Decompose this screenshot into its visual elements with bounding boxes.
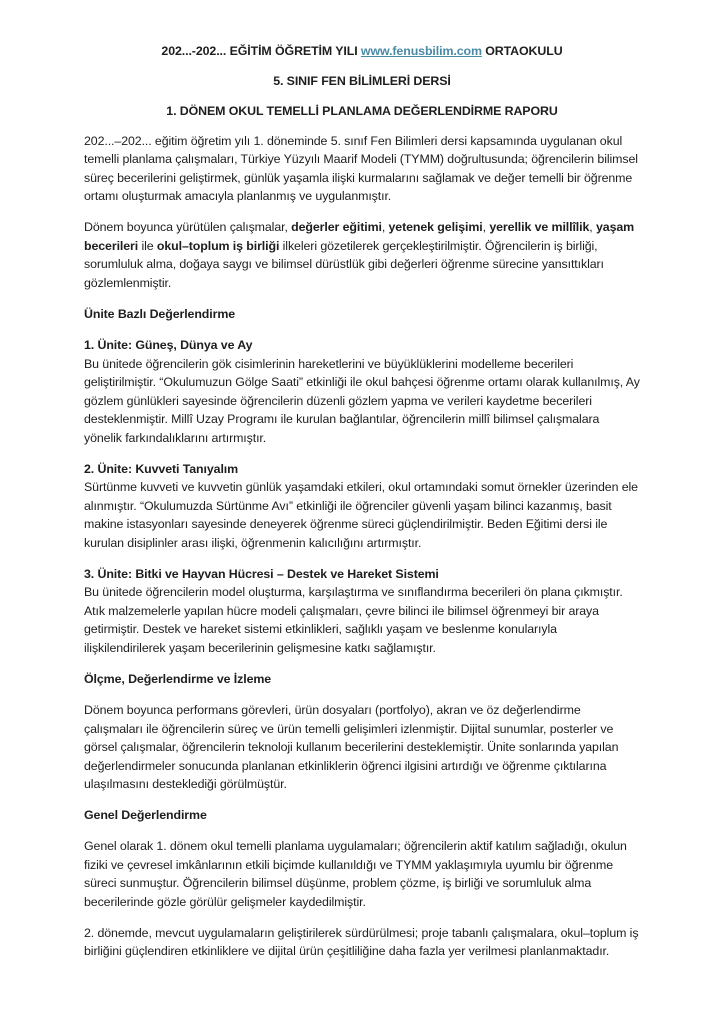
document-title-line-3: 1. DÖNEM OKUL TEMELLİ PLANLAMA DEĞERLENDİRME RAPORU: [166, 103, 558, 118]
unit-3-section: [84, 565, 640, 657]
title-line1-prefix: 202...-202... EĞİTİM ÖĞRETİM YILI: [161, 44, 361, 58]
fenusbilim-link[interactable]: www.fenusbilim.com: [360, 44, 482, 58]
document-title-line-2: 5. SINIF FEN BİLİMLERİ DERSİ: [273, 73, 451, 88]
unit-2-heading: 2. Ünite: Kuvveti Tanıyalım: [84, 461, 239, 476]
unit-2-section: [84, 460, 640, 552]
unit-3-heading: 3. Ünite: Bitki ve Hayvan Hücresi – Destek ve Hareket Sistemi: [84, 566, 439, 581]
assessment-paragraph: Dönem boyunca performans görevleri, ürün dosyaları (portfolyo), akran ve öz değerlendirme çalışmaları ile öğrencilerin süreç ve ürün temelli gelişimleri izlenmiştir. Dijital sunumlar, posterler ve görsel çalışmalar, öğrencilerin teknoloji kullanım becerilerini desteklemiştir. Ünite sonlarında yapılan değerlendirmeler sonucunda planlanan etkinliklerin öğrenci ilgisini artırdığı ve öğrenme çıktılarına ulaşılmasını desteklediği görülmüştür.: [84, 703, 619, 791]
general-heading: Genel Değerlendirme: [84, 807, 207, 822]
unit-3-body: Bu ünitede öğrencilerin model oluşturma, karşılaştırma ve sınıflandırma becerileri ön plana çıkmıştır. Atık malzemelerle yapılan hücre modeli çalışmaları, çevre bilinci ile bilimsel öğrenmeyi bir araya getirmiştir. Destek ve hareket sistemi etkinlikleri, sağlıklı yaşam ve beslenme konularıyla ilişkilendirilerek yaşam becerilerinin gelişmesine katkı sağlamıştır.: [84, 585, 623, 655]
intro-paragraph-1: 202...–202... eğitim öğretim yılı 1. döneminde 5. sınıf Fen Bilimleri dersi kapsamında uygulanan okul temelli planlama çalışmaları, Türkiye Yüzyılı Maarif Modeli (TYMM) doğrultusunda; öğrencilerin bilimsel süreç becerilerini geliştirmek, günlük yaşamla ilişki kurmalarını sağlamak ve değer temelli bir öğrenme ortamı oluşturmak amacıyla planlanmış ve uygulanmıştır.: [84, 133, 638, 204]
general-paragraph-1: Genel olarak 1. dönem okul temelli planlama uygulamaları; öğrencilerin aktif katılım sağladığı, okulun fiziki ve çevresel imkânlarının etkili biçimde kullanıldığı ve TYMM yaklaşımıyla uyumlu bir öğrenme süreci sunmuştur. Öğrencilerin bilimsel düşünme, problem çözme, iş birliği ve sorumluluk alma becerilerinde gözle görülür gelişmeler kaydedilmiştir.: [84, 839, 627, 909]
assessment-heading: Ölçme, Değerlendirme ve İzleme: [84, 671, 272, 686]
unit-1-heading: 1. Ünite: Güneş, Dünya ve Ay: [84, 338, 253, 353]
general-paragraph-2: 2. dönemde, mevcut uygulamaların geliştirilerek sürdürülmesi; proje tabanlı çalışmalara, okul–toplum iş birliğini güçlendiren etkinliklere ve dijital ürün çeşitliliğine daha fazla yer verilmesi planlanmaktadır.: [84, 925, 639, 959]
document-title-line-1: [84, 42, 640, 60]
unit-2-body: Sürtünme kuvveti ve kuvvetin günlük yaşamdaki etkileri, okul ortamındaki somut örnekler üzerinden ele alınmıştır. “Okulumuzda Sürtünme Avı” etkinliği ile öğrenciler güvenli yaşam bilinci kazanmış, basit makine istasyonları sayesinde deneyerek öğrenme süreci güçlendirilmiştir. Beden Eğitimi dersi ile kurulan disiplinler arası ilişki, öğrenmenin kalıcılığını artırmıştır.: [84, 480, 638, 550]
unit-section-heading: Ünite Bazlı Değerlendirme: [84, 306, 236, 321]
intro-paragraph-2: Dönem boyunca yürütülen çalışmalar, değerler eğitimi, yetenek gelişimi, yerellik ve millîlik, yaşam becerileri ile okul–toplum iş birliği ilkeleri gözetilerek gerçekleştirilmiştir. Öğrencilerin iş birliği, sorumluluk alma, doğaya saygı ve bilimsel dürüstlük gibi değerleri öğrenme sürecine yansıttıkları gözlemlenmiştir.: [84, 220, 635, 290]
unit-1-body: Bu ünitede öğrencilerin gök cisimlerinin hareketlerini ve büyüklüklerini modelleme becerileri geliştirilmiştir. “Okulumuzun Gölge Saati” etkinliği ile okul bahçesi öğrenme ortamı olarak kullanılmış, Ay gözlem günlükleri sayesinde öğrencilerin düzenli gözlem yapma ve verileri kaydetme becerileri desteklenmiştir. Millî Uzay Programı ile kurulan bağlantılar, öğrencilerin millî bilimsel çalışmalara yönelik farkındalıklarını artırmıştır.: [84, 356, 640, 445]
title-line1-suffix: ORTAOKULU: [481, 44, 563, 58]
unit-1-section: [84, 336, 640, 447]
